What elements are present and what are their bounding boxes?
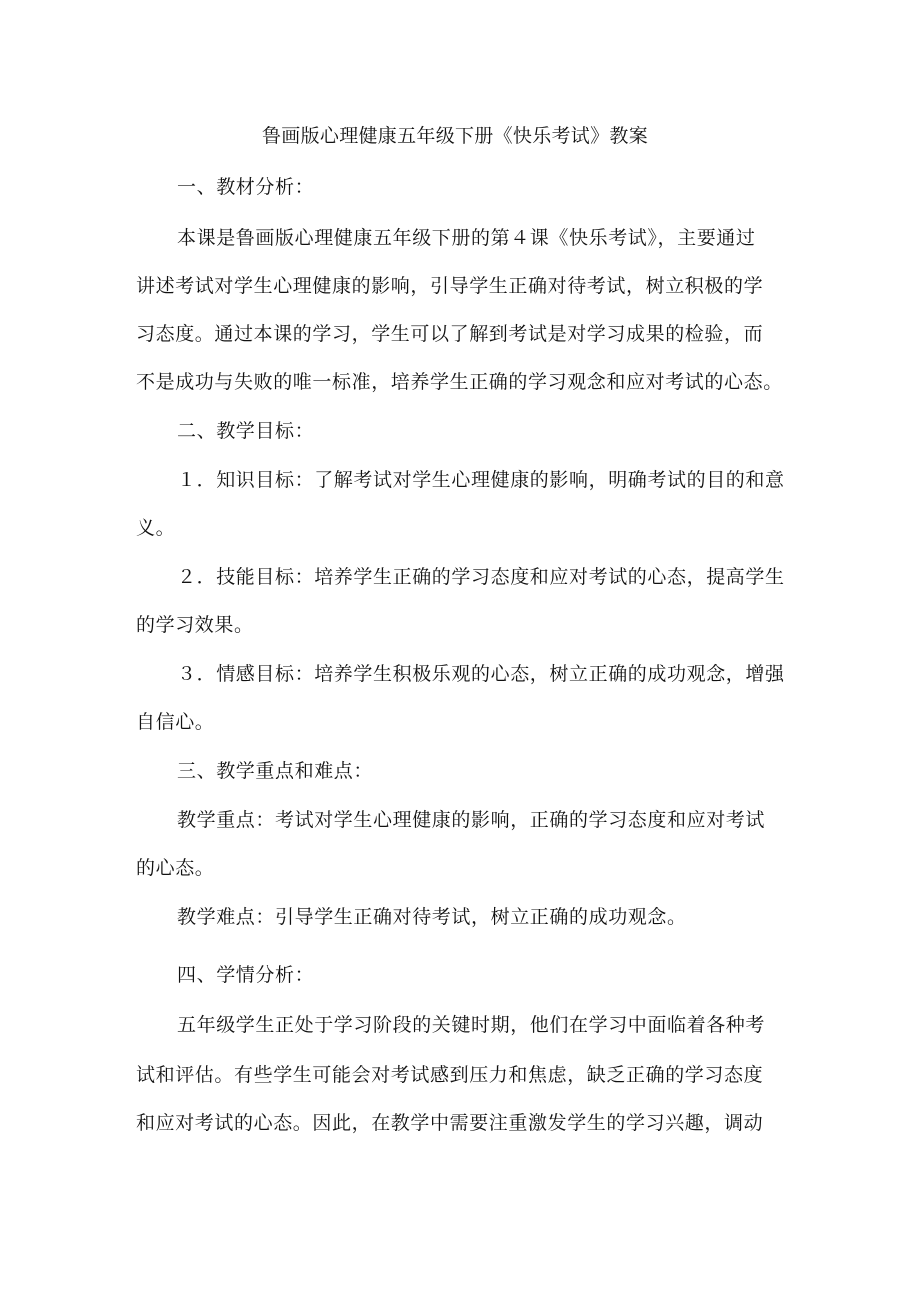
difficult-point-line: 教学难点：引导学生正确对待考试，树立正确的成功观念。 [177,906,687,928]
paragraph-line: 五年级学生正处于学习阶段的关键时期，他们在学习中面临着各种考 [177,1014,766,1036]
document-title: 鲁画版心理健康五年级下册《快乐考试》教案 [262,125,649,147]
paragraph-line: 本课是鲁画版心理健康五年级下册的第４课《快乐考试》，主要通过 [177,227,756,249]
goal-skill-line: ２．技能目标：培养学生正确的学习态度和应对考试的心态，提高学生 [177,566,785,588]
section-heading-student-analysis: 四、学情分析： [177,964,315,986]
goal-emotion-line: ３．情感目标：培养学生积极乐观的心态，树立正确的成功观念，增强 [177,663,785,685]
goal-skill-line: 的学习效果。 [136,614,254,636]
section-heading-textbook-analysis: 一、教材分析： [177,176,315,198]
key-point-line: 教学重点：考试对学生心理健康的影响，正确的学习态度和应对考试 [177,809,766,831]
paragraph-line: 试和评估。有些学生可能会对考试感到压力和焦虑，缺乏正确的学习态度 [136,1064,764,1086]
paragraph-line: 习态度。通过本课的学习，学生可以了解到考试是对学习成果的检验，而 [136,323,764,345]
section-heading-key-difficult-points: 三、教学重点和难点： [177,760,374,782]
goal-knowledge-line: 义。 [136,517,176,539]
section-heading-teaching-goals: 二、教学目标： [177,420,315,442]
paragraph-line: 讲述考试对学生心理健康的影响，引导学生正确对待考试，树立积极的学 [136,275,764,297]
key-point-line: 的心态。 [136,857,215,879]
goal-emotion-line: 自信心。 [136,711,215,733]
paragraph-line: 不是成功与失败的唯一标准，培养学生正确的学习观念和应对考试的心态。 [136,371,783,393]
goal-knowledge-line: １．知识目标：了解考试对学生心理健康的影响，明确考试的目的和意 [177,469,785,491]
paragraph-line: 和应对考试的心态。因此，在教学中需要注重激发学生的学习兴趣，调动 [136,1112,764,1134]
